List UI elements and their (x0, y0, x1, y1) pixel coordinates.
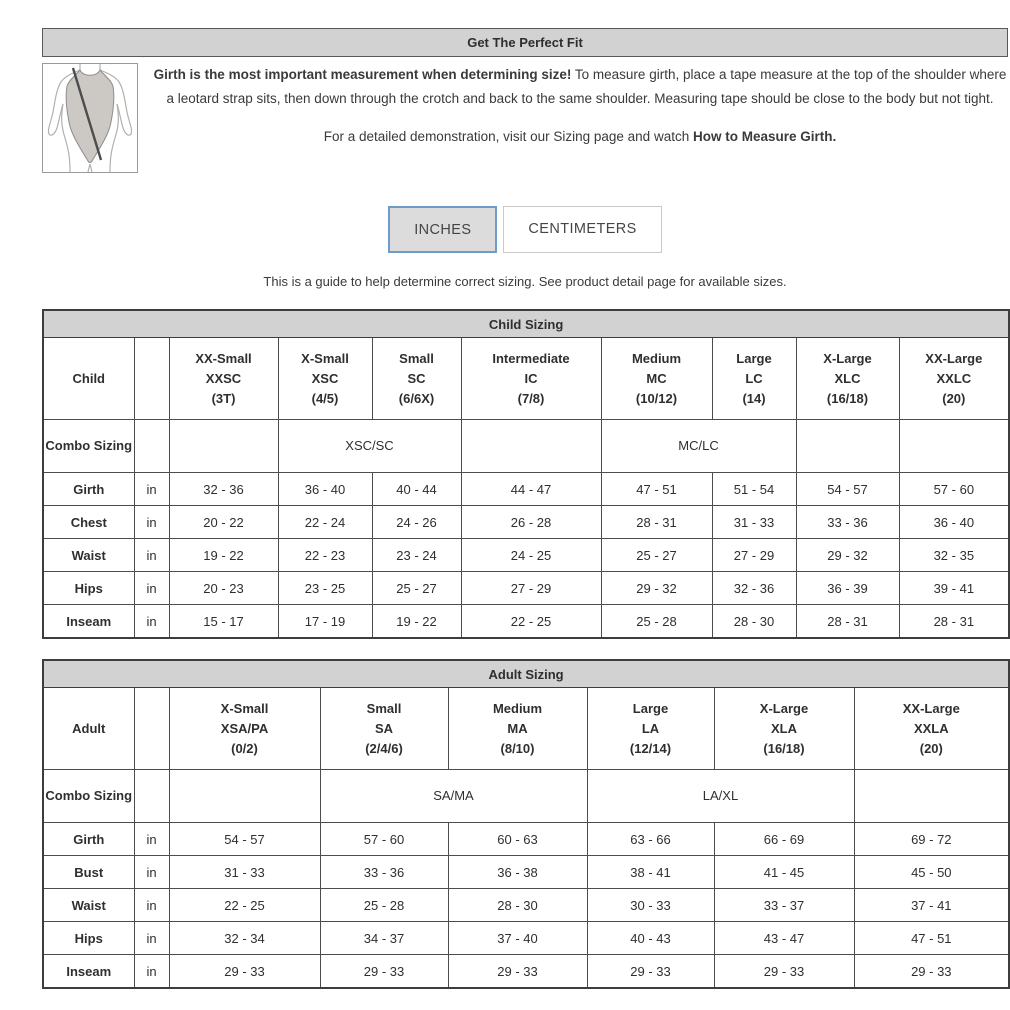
page-title: Get The Perfect Fit (42, 28, 1008, 57)
value-cell: 19 - 22 (372, 605, 461, 639)
value-cell: 25 - 28 (320, 889, 448, 922)
value-cell: 20 - 23 (169, 572, 278, 605)
combo-sizing-row (43, 420, 1009, 473)
size-name: Small (399, 350, 434, 366)
combo-cell (854, 770, 1009, 823)
girth-body-text: To measure girth, place a tape measure at the top of the shoulder where a leotard strap sits, then down through the crotch and back to the same shoulder. Measuring tape should be close to the body but not tight. (166, 67, 1007, 106)
value-cell: 41 - 45 (714, 856, 854, 889)
demo-prefix-text: For a detailed demonstration, visit our Sizing page and watch (323, 129, 693, 144)
value-cell: 33 - 36 (796, 506, 899, 539)
size-range: (16/18) (826, 390, 869, 406)
value-cell: 29 - 33 (854, 955, 1009, 989)
leotard-measurement-diagram (43, 64, 137, 172)
size-range: (7/8) (517, 390, 545, 406)
measurement-label: Girth (43, 473, 134, 506)
size-code: XLA (771, 720, 797, 736)
measurement-label: Waist (43, 889, 134, 922)
value-cell: 30 - 33 (587, 889, 714, 922)
measurement-row (43, 823, 1009, 856)
child-sizing-table-container (42, 309, 1008, 639)
combo-cell (169, 770, 320, 823)
size-range: (20) (919, 740, 943, 756)
table-title: Child Sizing (43, 310, 1009, 338)
value-cell: 29 - 33 (169, 955, 320, 989)
value-cell: 51 - 54 (712, 473, 796, 506)
group-label-cell: Adult (43, 688, 134, 770)
unit-header-cell (134, 338, 169, 420)
measurement-row (43, 506, 1009, 539)
adult-sizing-table (42, 659, 1010, 989)
measurement-label: Girth (43, 823, 134, 856)
value-cell: 33 - 36 (320, 856, 448, 889)
value-cell: 23 - 25 (278, 572, 372, 605)
value-cell: 22 - 23 (278, 539, 372, 572)
size-code: MA (507, 720, 528, 736)
measurement-row (43, 605, 1009, 639)
size-range: (2/4/6) (365, 740, 403, 756)
value-cell: 24 - 26 (372, 506, 461, 539)
size-code: LA (641, 720, 660, 736)
value-cell: 43 - 47 (714, 922, 854, 955)
measurement-label: Hips (43, 572, 134, 605)
measurement-label: Waist (43, 539, 134, 572)
girth-diagram-image (42, 63, 138, 173)
table-title-row (43, 660, 1009, 688)
size-header-row (43, 338, 1009, 420)
unit-cell: in (134, 823, 169, 856)
measurement-label: Bust (43, 856, 134, 889)
demo-line (152, 125, 1008, 149)
size-name: XX-Large (925, 350, 983, 366)
value-cell: 54 - 57 (796, 473, 899, 506)
combo-unit-cell (134, 420, 169, 473)
table-title-row (43, 310, 1009, 338)
unit-cell: in (134, 856, 169, 889)
demo-bold-text: How to Measure Girth. (692, 129, 837, 144)
value-cell: 29 - 33 (714, 955, 854, 989)
size-name: XX-Small (195, 350, 252, 366)
combo-cell (899, 420, 1009, 473)
value-cell: 36 - 39 (796, 572, 899, 605)
combo-unit-cell (134, 770, 169, 823)
value-cell: 28 - 30 (712, 605, 796, 639)
measurement-label: Chest (43, 506, 134, 539)
size-code: XXLA (913, 720, 949, 736)
size-name: XX-Large (902, 700, 960, 716)
value-cell: 33 - 37 (714, 889, 854, 922)
combo-label-cell: Combo Sizing (43, 420, 134, 473)
size-header-cell (448, 688, 587, 770)
value-cell: 31 - 33 (169, 856, 320, 889)
size-header-row (43, 688, 1009, 770)
value-cell: 29 - 33 (587, 955, 714, 989)
value-cell: 36 - 40 (278, 473, 372, 506)
combo-cell (461, 420, 601, 473)
size-code: MC (646, 370, 667, 386)
size-code: XXSC (205, 370, 242, 386)
unit-cell: in (134, 922, 169, 955)
combo-cell: XSC/SC (278, 420, 461, 473)
value-cell: 22 - 24 (278, 506, 372, 539)
value-cell: 40 - 44 (372, 473, 461, 506)
size-name: X-Large (759, 700, 809, 716)
size-header-cell (796, 338, 899, 420)
value-cell: 22 - 25 (461, 605, 601, 639)
size-header-cell (461, 338, 601, 420)
centimeters-button[interactable]: CENTIMETERS (503, 206, 661, 253)
size-code: SC (407, 370, 426, 386)
sizing-guide-note: This is a guide to help determine correct sizing. See product detail page for available sizes. (263, 274, 787, 289)
size-header-cell (169, 338, 278, 420)
value-cell: 22 - 25 (169, 889, 320, 922)
combo-cell: SA/MA (320, 770, 587, 823)
value-cell: 28 - 31 (796, 605, 899, 639)
value-cell: 57 - 60 (899, 473, 1009, 506)
combo-cell (796, 420, 899, 473)
value-cell: 15 - 17 (169, 605, 278, 639)
group-label-cell: Child (43, 338, 134, 420)
measurement-label: Inseam (43, 605, 134, 639)
size-name: Large (632, 700, 669, 716)
size-range: (16/18) (763, 740, 805, 756)
value-cell: 39 - 41 (899, 572, 1009, 605)
size-code: XSA/PA (220, 720, 269, 736)
unit-cell: in (134, 473, 169, 506)
value-cell: 29 - 32 (796, 539, 899, 572)
measurement-label: Hips (43, 922, 134, 955)
value-cell: 25 - 27 (372, 572, 461, 605)
value-cell: 20 - 22 (169, 506, 278, 539)
value-cell: 36 - 38 (448, 856, 587, 889)
value-cell: 32 - 34 (169, 922, 320, 955)
size-range: (8/10) (500, 740, 535, 756)
unit-cell: in (134, 539, 169, 572)
value-cell: 29 - 33 (320, 955, 448, 989)
size-header-cell (899, 338, 1009, 420)
measurement-row (43, 889, 1009, 922)
value-cell: 37 - 40 (448, 922, 587, 955)
value-cell: 17 - 19 (278, 605, 372, 639)
size-header-cell (601, 338, 712, 420)
measurement-row (43, 539, 1009, 572)
value-cell: 36 - 40 (899, 506, 1009, 539)
size-header-cell (712, 338, 796, 420)
unit-cell: in (134, 889, 169, 922)
size-code: XXLC (936, 370, 972, 386)
value-cell: 57 - 60 (320, 823, 448, 856)
leotard-shape (66, 70, 114, 163)
value-cell: 60 - 63 (448, 823, 587, 856)
size-code: XLC (834, 370, 861, 386)
value-cell: 44 - 47 (461, 473, 601, 506)
size-header-cell (372, 338, 461, 420)
combo-cell (169, 420, 278, 473)
size-name: Intermediate (492, 350, 570, 366)
size-header-cell (320, 688, 448, 770)
size-name: Medium (631, 350, 682, 366)
value-cell: 40 - 43 (587, 922, 714, 955)
value-cell: 24 - 25 (461, 539, 601, 572)
value-cell: 23 - 24 (372, 539, 461, 572)
value-cell: 19 - 22 (169, 539, 278, 572)
unit-header-cell (134, 688, 169, 770)
value-cell: 38 - 41 (587, 856, 714, 889)
value-cell: 25 - 28 (601, 605, 712, 639)
combo-label-cell: Combo Sizing (43, 770, 134, 823)
value-cell: 63 - 66 (587, 823, 714, 856)
size-header-cell (169, 688, 320, 770)
size-name: Medium (492, 700, 543, 716)
girth-bold-lead: Girth is the most important measurement when determining size! (153, 67, 572, 82)
value-cell: 26 - 28 (461, 506, 601, 539)
value-cell: 28 - 30 (448, 889, 587, 922)
value-cell: 31 - 33 (712, 506, 796, 539)
size-range: (14) (742, 390, 766, 406)
size-name: Small (366, 700, 402, 716)
combo-sizing-row (43, 770, 1009, 823)
size-header-cell (587, 688, 714, 770)
inches-button[interactable]: INCHES (388, 206, 497, 253)
value-cell: 28 - 31 (899, 605, 1009, 639)
size-name: Large (736, 350, 772, 366)
value-cell: 32 - 36 (169, 473, 278, 506)
adult-sizing-table-container (42, 659, 1008, 989)
unit-cell: in (134, 572, 169, 605)
size-range: (12/14) (629, 740, 672, 756)
unit-cell: in (134, 955, 169, 989)
value-cell: 45 - 50 (854, 856, 1009, 889)
value-cell: 37 - 41 (854, 889, 1009, 922)
size-range: (6/6X) (398, 390, 435, 406)
value-cell: 54 - 57 (169, 823, 320, 856)
unit-cell: in (134, 506, 169, 539)
value-cell: 66 - 69 (714, 823, 854, 856)
girth-intro-section (42, 63, 1008, 173)
value-cell: 29 - 33 (448, 955, 587, 989)
size-header-cell (278, 338, 372, 420)
value-cell: 34 - 37 (320, 922, 448, 955)
size-range: (10/12) (635, 390, 678, 406)
size-code: IC (524, 370, 538, 386)
size-code: LC (745, 370, 763, 386)
table-title: Adult Sizing (43, 660, 1009, 688)
size-range: (4/5) (311, 390, 339, 406)
measurement-row (43, 955, 1009, 989)
unit-toggle (42, 206, 1008, 253)
value-cell: 28 - 31 (601, 506, 712, 539)
measurement-label: Inseam (43, 955, 134, 989)
size-code: XSC (311, 370, 339, 386)
value-cell: 27 - 29 (461, 572, 601, 605)
value-cell: 29 - 32 (601, 572, 712, 605)
value-cell: 32 - 36 (712, 572, 796, 605)
combo-cell: MC/LC (601, 420, 796, 473)
size-range: (0/2) (231, 740, 258, 756)
size-range: (3T) (211, 390, 236, 406)
child-sizing-table (42, 309, 1010, 639)
measurement-row (43, 473, 1009, 506)
value-cell: 69 - 72 (854, 823, 1009, 856)
size-range: (20) (942, 390, 966, 406)
unit-cell: in (134, 605, 169, 639)
combo-cell: LA/XL (587, 770, 854, 823)
size-name: X-Small (220, 700, 269, 716)
size-header-cell (854, 688, 1009, 770)
value-cell: 32 - 35 (899, 539, 1009, 572)
size-header-cell (714, 688, 854, 770)
measurement-row (43, 922, 1009, 955)
size-code: SA (374, 720, 394, 736)
size-name: X-Small (301, 350, 349, 366)
value-cell: 25 - 27 (601, 539, 712, 572)
value-cell: 47 - 51 (601, 473, 712, 506)
measurement-row (43, 572, 1009, 605)
girth-paragraph (152, 63, 1008, 111)
girth-instructions (138, 63, 1008, 173)
measurement-row (43, 856, 1009, 889)
value-cell: 47 - 51 (854, 922, 1009, 955)
value-cell: 27 - 29 (712, 539, 796, 572)
size-name: X-Large (823, 350, 872, 366)
